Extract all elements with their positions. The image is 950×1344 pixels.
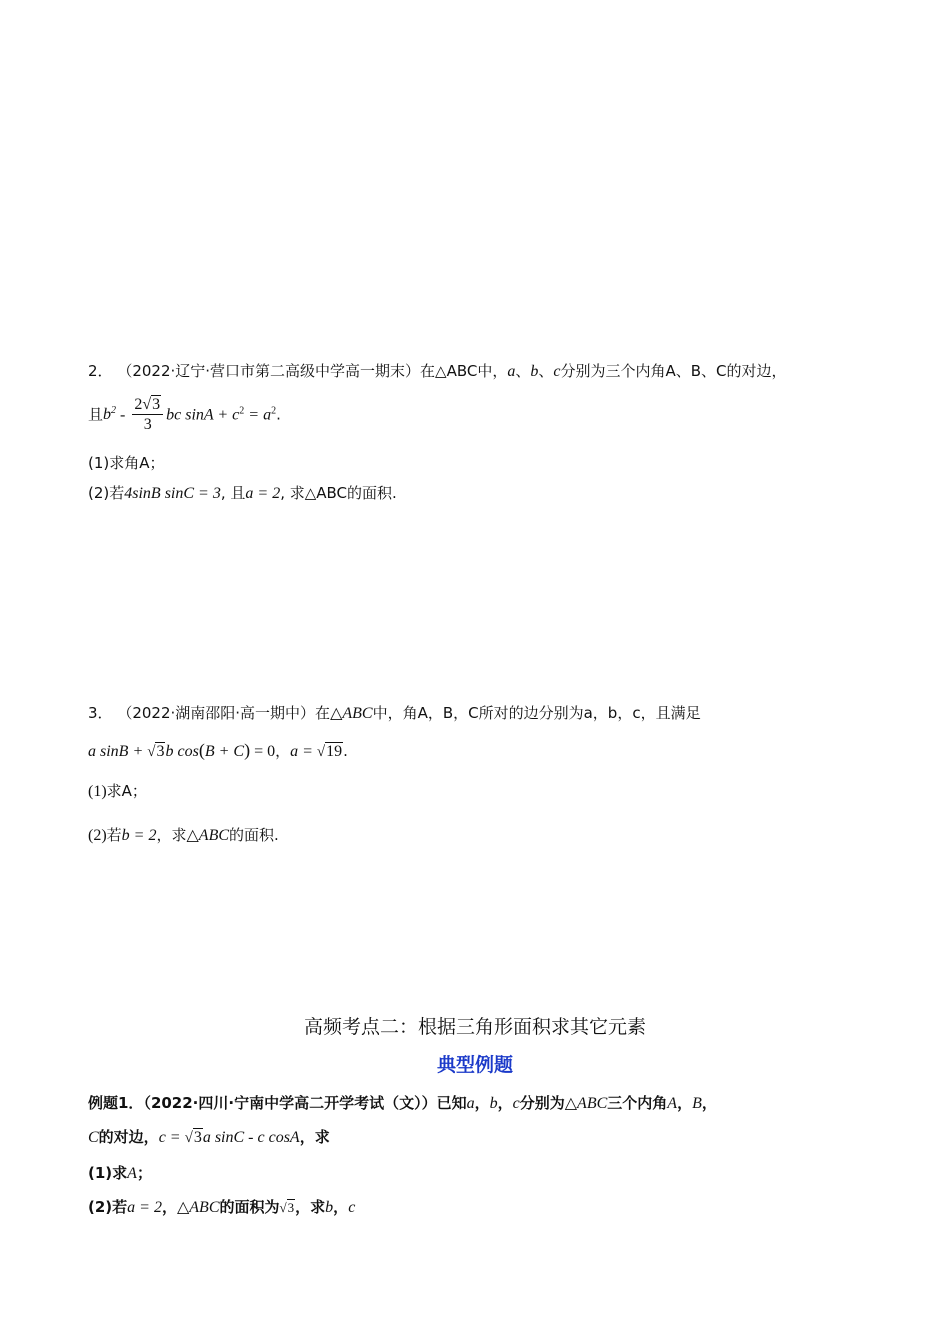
q3-sqrt19: √19: [316, 743, 343, 760]
q2-part2-mid: , 且: [220, 484, 246, 502]
ex1-part1-end: ；: [136, 1164, 152, 1182]
ex1-part2-c: c: [348, 1199, 356, 1216]
q3-equation-line: [88, 740, 348, 762]
q2-var-c: c: [553, 363, 561, 380]
q2-part1: [88, 454, 165, 472]
ex1-comma3: ，: [677, 1094, 693, 1112]
q2-frac-denominator: 3: [143, 415, 152, 433]
q3-part1-text: 求A；: [106, 782, 147, 800]
q3-eq-zero: = 0: [250, 743, 276, 760]
q2-stem-end: 分别为三个内角A、B、C的对边，: [560, 362, 787, 380]
q2-part1-text: (1)求角A；: [88, 454, 165, 472]
q2-condition-line: [88, 396, 281, 434]
q2-period: .: [276, 405, 281, 424]
q3-triangle: △ABC: [330, 705, 373, 722]
ex1-stem3: ，求: [299, 1128, 330, 1146]
q2-fraction: [132, 396, 163, 434]
q2-eq-tail: bc sinA + c: [166, 406, 240, 424]
q3-source: （2022·湖南邵阳·高一期中）: [117, 704, 316, 722]
ex1-mid: 分别为: [519, 1094, 565, 1112]
ex1-label: 例题1．: [88, 1094, 144, 1112]
ex1-comma4: ，: [701, 1094, 717, 1112]
q2-var-b: b: [530, 363, 539, 380]
ex1-var-a: a: [466, 1095, 475, 1112]
q3-paren-open: (: [198, 740, 205, 760]
q3-eq-b: b cos: [165, 743, 199, 760]
q3-part2: [88, 826, 279, 845]
ex1-part2-pre: (2)若: [88, 1198, 128, 1216]
q3-part2-eq: b = 2: [121, 827, 157, 844]
q2-intro: 在△ABC中，: [420, 362, 508, 380]
ex1-stem-line: [88, 1094, 717, 1113]
q2-eq-end: = a: [244, 406, 272, 424]
ex1-angle-a: A: [667, 1095, 678, 1112]
section-heading: 高频考点二：根据三角形面积求其它元素: [303, 1016, 646, 1038]
ex1-comma2: ，: [497, 1094, 513, 1112]
q2-sep1: 、: [515, 362, 531, 380]
ex1-stem2: 的对边，: [98, 1128, 159, 1146]
ex1-triangle: △ABC: [564, 1095, 608, 1112]
ex1-mid2: 三个内角: [607, 1094, 668, 1112]
ex1-var-c: c: [512, 1095, 520, 1112]
q3-part1: [88, 782, 147, 801]
ex1-comma1: ，: [474, 1094, 490, 1112]
q3-comma: ，: [275, 742, 291, 760]
q3-eq-a: a sinB +: [88, 743, 148, 760]
ex1-part1-pre: (1)求: [88, 1164, 128, 1182]
ex1-part2-tri: △ABC: [176, 1199, 220, 1216]
ex1-part2-eq: a = 2: [127, 1199, 162, 1216]
q3-part2-tri: △ABC: [186, 827, 230, 844]
ex1-part2-mid2: 的面积为: [219, 1198, 280, 1216]
q2-number: 2．: [88, 362, 113, 380]
q2-part2-end: , 求△ABC的面积.: [280, 484, 397, 502]
q2-b-squared: $b^2$: [103, 405, 117, 424]
ex1-var-b: b: [489, 1095, 498, 1112]
q2-sep2: 、: [538, 362, 554, 380]
ex1-condition-line: [88, 1128, 330, 1147]
ex1-angle-c: C: [88, 1129, 99, 1146]
q3-sqrt3: √3: [147, 743, 165, 760]
ex1-part2-comma: ，: [333, 1198, 349, 1216]
q2-frac-numerator: 2√3: [132, 396, 163, 415]
q3-paren-close: ): [244, 740, 251, 760]
ex1-sqrt3: √3: [184, 1129, 202, 1146]
q2-stem-line: [88, 362, 787, 381]
ex1-part2: [88, 1198, 355, 1217]
q2-part2-prefix: (2)若: [88, 484, 125, 502]
section-subheading: 典型例题: [436, 1054, 513, 1076]
q2-cond-prefix: 且: [88, 405, 104, 424]
q2-part2-eq2: a = 2: [245, 485, 281, 502]
q3-part2-mid: ，求: [156, 826, 187, 844]
ex1-part2-mid3: ，求: [295, 1198, 326, 1216]
ex1-part2-sqrt3: √3: [279, 1200, 295, 1215]
q3-part2-num: (2): [88, 827, 107, 844]
q3-part2-pre: 若: [106, 826, 122, 844]
q3-eq2-pre: a =: [290, 743, 317, 760]
q2-c-exp: 2: [239, 405, 245, 417]
q2-sqrt: √3: [142, 396, 161, 413]
q2-source: （2022·辽宁·营口市第二高级中学高一期末）: [117, 362, 421, 380]
q3-number: 3．: [88, 704, 113, 722]
ex1-source: （2022·四川·宁南中学高二开学考试（文））已知: [143, 1094, 467, 1112]
ex1-part2-mid: ，: [161, 1198, 177, 1216]
ex1-part2-b: b: [325, 1199, 334, 1216]
q2-a-exp: 2: [271, 405, 277, 417]
q3-paren-inner: B + C: [204, 743, 245, 760]
q2-var-a: a: [507, 363, 516, 380]
ex1-part1: [88, 1164, 152, 1183]
ex1-eq-post: a sinC - c cosA: [202, 1129, 300, 1146]
q2-minus: -: [116, 406, 130, 424]
ex1-eq-pre: c =: [158, 1129, 185, 1146]
q3-period: .: [343, 742, 348, 760]
q3-stem-end: 中，角A，B，C所对的边分别为a，b，c，且满足: [372, 704, 701, 722]
q3-stem-line: [88, 704, 701, 723]
q3-part1-num: (1): [88, 783, 107, 800]
q3-part2-end: 的面积.: [229, 826, 279, 844]
ex1-part1-var: A: [127, 1165, 137, 1182]
ex1-angle-b: B: [692, 1095, 702, 1112]
q3-intro: 在: [315, 704, 331, 722]
q2-part2-eq1: 4sinB sinC = 3: [124, 485, 221, 502]
q2-part2: [88, 484, 397, 503]
